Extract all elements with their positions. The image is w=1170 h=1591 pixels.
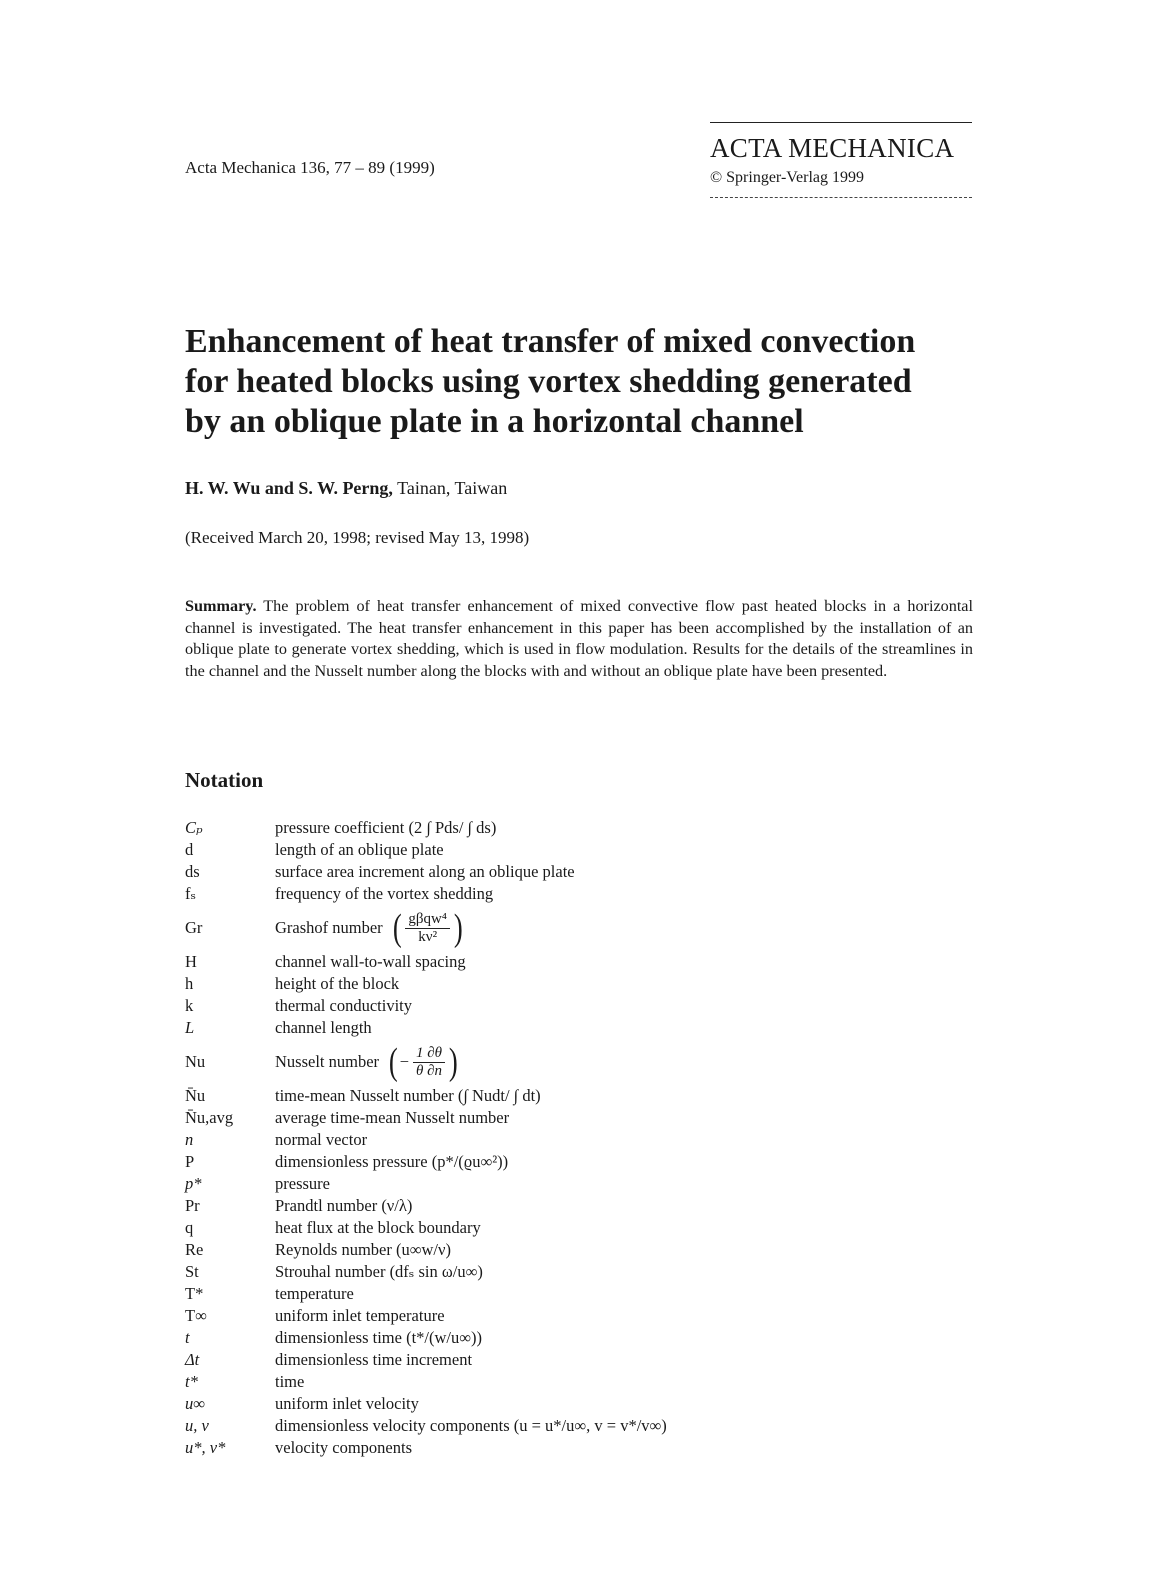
notation-row bbox=[185, 1129, 945, 1151]
notation-description: uniform inlet velocity bbox=[275, 1394, 419, 1413]
fraction-denominator: kν² bbox=[418, 928, 438, 945]
notation-symbol: Cₚ bbox=[185, 818, 203, 837]
notation-description: pressure coefficient (2 ∫ Pds/ ∫ ds) bbox=[275, 818, 497, 837]
notation-description: height of the block bbox=[275, 974, 400, 993]
notation-row bbox=[185, 1393, 945, 1415]
notation-symbol: T* bbox=[185, 1284, 204, 1303]
close-paren: ) bbox=[453, 907, 463, 949]
notation-description: dimensionless time (t*/(w/u∞)) bbox=[275, 1328, 482, 1347]
notation-description: surface area increment along an oblique plate bbox=[275, 862, 575, 881]
notation-symbol: L bbox=[185, 1018, 195, 1037]
notation-row bbox=[185, 1283, 945, 1305]
notation-symbol: St bbox=[185, 1262, 199, 1281]
notation-description: Strouhal number (dfₛ sin ω/u∞) bbox=[275, 1262, 483, 1281]
notation-row bbox=[185, 973, 945, 995]
masthead-bottom-rule bbox=[710, 197, 972, 198]
notation-row bbox=[185, 1371, 945, 1393]
author-line bbox=[185, 478, 507, 499]
title-line-3: by an oblique plate in a horizontal channel bbox=[185, 403, 804, 440]
grashof-formula bbox=[391, 909, 465, 947]
received-dates: (Received March 20, 1998; revised May 13, 1998) bbox=[185, 528, 530, 547]
notation-symbol: n bbox=[185, 1130, 194, 1149]
notation-description: length of an oblique plate bbox=[275, 840, 444, 859]
notation-symbol: ds bbox=[185, 862, 200, 881]
notation-row bbox=[185, 839, 945, 861]
notation-description: normal vector bbox=[275, 1130, 368, 1149]
notation-row bbox=[185, 1437, 945, 1459]
notation-description: channel length bbox=[275, 1018, 372, 1037]
paper-title bbox=[185, 322, 985, 442]
notation-row bbox=[185, 1415, 945, 1437]
notation-symbol: k bbox=[185, 996, 194, 1015]
notation-row bbox=[185, 817, 945, 839]
close-paren: ) bbox=[448, 1041, 458, 1083]
notation-row bbox=[185, 883, 945, 905]
notation-description bbox=[275, 1043, 945, 1081]
notation-description: heat flux at the block boundary bbox=[275, 1218, 481, 1237]
notation-symbol: H bbox=[185, 952, 197, 971]
author-names: H. W. Wu and S. W. Perng, bbox=[185, 478, 393, 498]
fraction bbox=[413, 1045, 445, 1080]
notation-row bbox=[185, 905, 945, 951]
notation-description: dimensionless pressure (p*/(ϱu∞²)) bbox=[275, 1152, 509, 1171]
notation-description bbox=[275, 909, 945, 947]
notation-row bbox=[185, 1349, 945, 1371]
notation-symbol: t* bbox=[185, 1372, 198, 1391]
notation-symbol: P bbox=[185, 1152, 195, 1171]
summary-label: Summary. bbox=[185, 597, 257, 615]
author-location: Tainan, Taiwan bbox=[397, 478, 508, 498]
notation-description: uniform inlet temperature bbox=[275, 1306, 445, 1325]
notation-row bbox=[185, 995, 945, 1017]
notation-symbol: d bbox=[185, 840, 194, 859]
notation-row bbox=[185, 1239, 945, 1261]
open-paren: ( bbox=[392, 907, 402, 949]
title-line-2: for heated blocks using vortex shedding generated bbox=[185, 363, 912, 400]
notation-symbol: Pr bbox=[185, 1196, 200, 1215]
notation-symbol: Re bbox=[185, 1240, 204, 1259]
notation-symbol: q bbox=[185, 1218, 194, 1237]
notation-row bbox=[185, 951, 945, 973]
notation-row bbox=[185, 1151, 945, 1173]
notation-description: Prandtl number (ν/λ) bbox=[275, 1196, 413, 1215]
notation-heading: Notation bbox=[185, 768, 264, 792]
journal-citation: Acta Mechanica 136, 77 – 89 (1999) bbox=[185, 158, 435, 177]
notation-description: velocity components bbox=[275, 1438, 413, 1457]
notation-symbol: u, v bbox=[185, 1416, 209, 1435]
fraction bbox=[405, 911, 450, 946]
fraction-denominator: θ ∂n bbox=[416, 1062, 443, 1079]
nusselt-formula bbox=[387, 1043, 460, 1081]
notation-row bbox=[185, 1017, 945, 1039]
notation-description-text: Nusselt number bbox=[275, 1052, 380, 1071]
title-line-1: Enhancement of heat transfer of mixed convection bbox=[185, 323, 916, 360]
notation-row bbox=[185, 1039, 945, 1085]
notation-description: channel wall-to-wall spacing bbox=[275, 952, 466, 971]
notation-description: dimensionless time increment bbox=[275, 1350, 473, 1369]
notation-row bbox=[185, 1261, 945, 1283]
notation-description: time-mean Nusselt number (∫ Nudt/ ∫ dt) bbox=[275, 1086, 541, 1105]
notation-description-text: Grashof number bbox=[275, 918, 383, 937]
minus-sign: − bbox=[399, 1052, 409, 1071]
notation-symbol: u∞ bbox=[185, 1394, 206, 1413]
notation-row bbox=[185, 1107, 945, 1129]
notation-description: thermal conductivity bbox=[275, 996, 413, 1015]
fraction-numerator: 1 ∂θ bbox=[413, 1045, 445, 1063]
notation-row bbox=[185, 1195, 945, 1217]
notation-symbol: u*, v* bbox=[185, 1438, 226, 1457]
notation-description: time bbox=[275, 1372, 305, 1391]
journal-masthead bbox=[710, 122, 972, 198]
notation-symbol: Nu bbox=[185, 1052, 206, 1071]
notation-row bbox=[185, 1173, 945, 1195]
notation-symbol: Gr bbox=[185, 918, 203, 937]
notation-symbol: p* bbox=[185, 1174, 202, 1193]
notation-symbol: T∞ bbox=[185, 1306, 207, 1325]
notation-row bbox=[185, 1085, 945, 1107]
notation-symbol: N̄u,avg bbox=[185, 1108, 234, 1127]
notation-description: pressure bbox=[275, 1174, 330, 1193]
notation-table bbox=[185, 817, 945, 1459]
notation-description: dimensionless velocity components (u = u*/u∞, v = v*/v∞) bbox=[275, 1416, 667, 1435]
copyright-notice: © Springer-Verlag 1999 bbox=[710, 169, 865, 186]
notation-symbol: h bbox=[185, 974, 194, 993]
notation-symbol: t bbox=[185, 1328, 190, 1347]
journal-name: ACTA MECHANICA bbox=[710, 133, 955, 163]
notation-symbol: fₛ bbox=[185, 884, 197, 903]
notation-description: average time-mean Nusselt number bbox=[275, 1108, 510, 1127]
fraction-numerator: gβqw⁴ bbox=[405, 911, 450, 929]
notation-row bbox=[185, 1327, 945, 1349]
notation-description: Reynolds number (u∞w/ν) bbox=[275, 1240, 451, 1259]
notation-row bbox=[185, 861, 945, 883]
notation-description: temperature bbox=[275, 1284, 354, 1303]
summary-abstract bbox=[185, 596, 973, 683]
notation-symbol: Δt bbox=[185, 1350, 200, 1369]
masthead-top-rule bbox=[710, 122, 972, 123]
notation-description: frequency of the vortex shedding bbox=[275, 884, 494, 903]
summary-text: The problem of heat transfer enhancement of mixed convective flow past heated blocks in a horizontal channel is investigated. The heat transfer enhancement in this paper has been accomplished by the installation of an oblique plate to generate vortex shedding, which is used in flow modulation. Results for the details of the streamlines in the channel and the Nusselt number along the blocks with and without an oblique plate have been presented. bbox=[185, 597, 973, 681]
notation-row bbox=[185, 1305, 945, 1327]
notation-row bbox=[185, 1217, 945, 1239]
open-paren: ( bbox=[388, 1041, 398, 1083]
notation-symbol: N̄u bbox=[185, 1086, 206, 1105]
